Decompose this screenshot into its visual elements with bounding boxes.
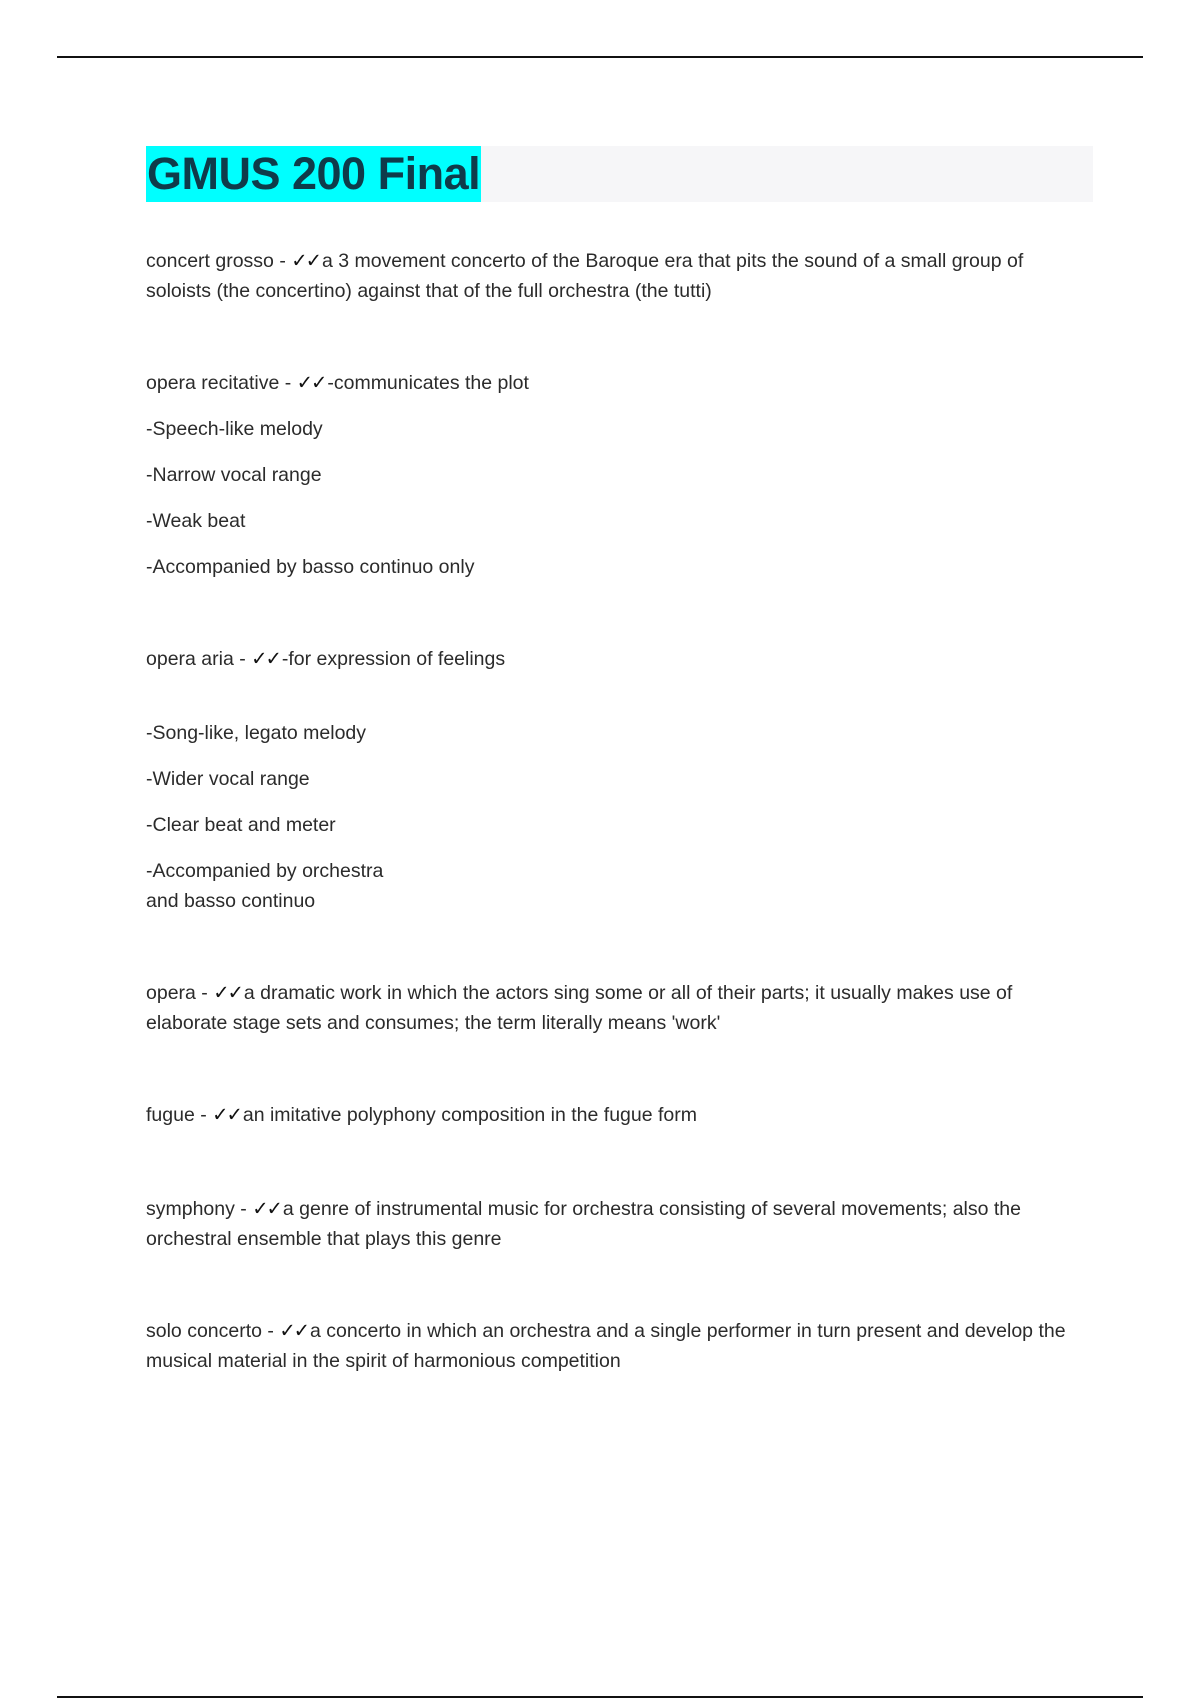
entry-definition: -for expression of feelings: [281, 648, 506, 670]
check-mark-icon: ✓✓: [212, 1103, 241, 1126]
flashcard-entry: [146, 978, 1091, 1038]
entry-term: fugue -: [146, 1104, 212, 1126]
entry-point: -Accompanied by basso continuo only: [146, 556, 475, 578]
entry-point: -Speech-like melody: [146, 418, 323, 440]
entry-definition: a dramatic work in which the actors sing some or all of their parts; it usually makes use of elaborate stage sets and consumes; the term literally means 'work': [146, 982, 1013, 1034]
entry-point: -Song-like, legato melody: [146, 722, 367, 744]
entry-definition: an imitative polyphony composition in the fugue form: [242, 1104, 698, 1126]
flashcard-entry: [146, 1194, 1091, 1254]
flashcard-entry: [146, 1316, 1091, 1376]
flashcard-entry: [146, 644, 1091, 674]
entry-term: opera recitative -: [146, 372, 297, 394]
check-mark-icon: ✓✓: [291, 249, 320, 272]
entry-definition: -communicates the plot: [327, 372, 529, 394]
entry-term: symphony -: [146, 1198, 252, 1220]
entry-definition: a concerto in which an orchestra and a single performer in turn present and develop the musical material in the spirit of harmonious competition: [146, 1320, 1066, 1372]
entry-point: -Narrow vocal range: [146, 464, 322, 486]
entry-term: concert grosso -: [146, 250, 291, 272]
entry-point: and basso continuo: [146, 890, 316, 912]
entry-point: -Wider vocal range: [146, 768, 310, 790]
entry-term: opera aria -: [146, 648, 251, 670]
bottom-rule: [57, 1696, 1143, 1698]
flashcard-entry: [146, 368, 1091, 398]
flashcard-list: [146, 246, 1091, 1376]
entry-definition: a genre of instrumental music for orchestra consisting of several movements; also the orchestral ensemble that plays this genre: [146, 1198, 1021, 1250]
flashcard-entry: [146, 1100, 1091, 1130]
page-title: GMUS 200 Final: [146, 146, 481, 202]
check-mark-icon: ✓✓: [296, 371, 326, 394]
entry-point: -Accompanied by orchestra: [146, 860, 384, 882]
top-rule: [57, 56, 1143, 58]
flashcard-entry: [146, 246, 1091, 306]
check-mark-icon: ✓✓: [251, 647, 280, 670]
entry-term: opera -: [146, 982, 213, 1004]
check-mark-icon: ✓✓: [213, 981, 242, 1004]
entry-point: -Weak beat: [146, 510, 246, 532]
entry-definition: a 3 movement concerto of the Baroque era that pits the sound of a small group of soloists (the concertino) against that of the full orchestra (the tutti): [146, 250, 1024, 302]
entry-point: -Clear beat and meter: [146, 814, 336, 836]
check-mark-icon: ✓✓: [252, 1197, 281, 1220]
check-mark-icon: ✓✓: [279, 1319, 309, 1342]
entry-term: solo concerto -: [146, 1320, 279, 1342]
